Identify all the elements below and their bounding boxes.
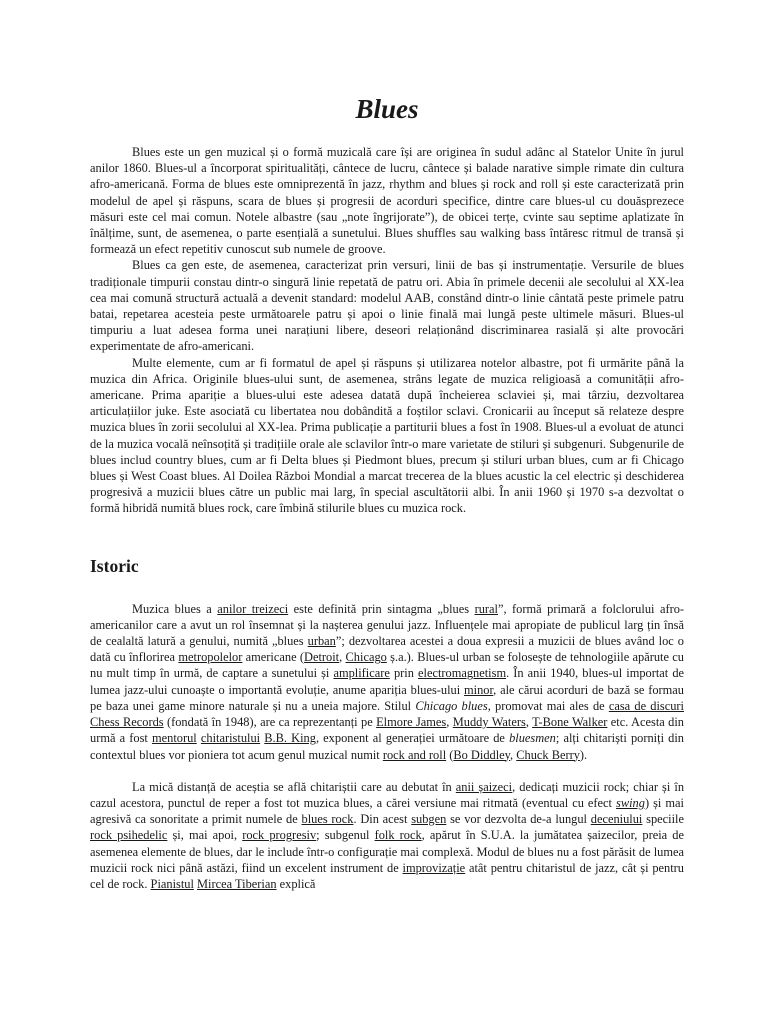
text: este definită prin sintagma „blues — [288, 601, 475, 616]
istoric-paragraph-1 — [90, 601, 684, 763]
link-pianistul[interactable]: Pianistul — [150, 876, 194, 891]
text: și, mai apoi, — [167, 828, 243, 843]
text: explică — [276, 876, 316, 891]
document-page — [90, 92, 684, 892]
link-detroit[interactable]: Detroit — [304, 650, 340, 665]
text: speciile — [642, 812, 684, 827]
link-deceniului[interactable]: deceniului — [590, 812, 643, 827]
text: , apărut în S.U.A. la jumătatea șaizecilor, preia de asemenea elemente de blues, dar le include într-o configurație mai complexă. Modul de blues nu a fost părăsit de lumea muzicii rock nici până astăzi, fiind un excelent instrument de — [90, 828, 684, 875]
text: Muzica blues a — [132, 601, 218, 616]
link-elmore-james[interactable]: Elmore James — [376, 715, 447, 730]
text: etc. Acesta din urmă a fost — [90, 715, 684, 746]
text: ) și mai agresivă ca sonoritate a primit numele de — [90, 795, 684, 827]
istoric-paragraph-2 — [90, 779, 684, 892]
link-muddy-waters[interactable]: Muddy Waters — [452, 715, 526, 730]
link-metropolelor[interactable]: metropolelor — [178, 650, 243, 665]
text: americane ( — [242, 650, 305, 665]
link-anilor-treizeci[interactable]: anilor treizeci — [217, 601, 289, 616]
link-rural[interactable]: rural — [474, 601, 498, 616]
italic-chicago-blues: Chicago blues — [415, 698, 488, 713]
link-subgen[interactable]: subgen — [411, 812, 447, 827]
link-urban[interactable]: urban — [307, 634, 336, 649]
text: , ale cărui acorduri de bază se formau pe baza unei game minore naturale și nu a uneia majore. Stilul — [90, 682, 684, 713]
link-chess-records[interactable]: Chess Records — [90, 715, 164, 730]
text: . Din acest — [353, 812, 412, 827]
text: , — [510, 747, 517, 762]
link-rock-psihedelic[interactable]: rock psihedelic — [90, 828, 168, 843]
link-rock-and-roll[interactable]: rock and roll — [382, 747, 447, 762]
link-casa-de-discuri[interactable]: casa de discuri — [608, 698, 684, 713]
text: , dedicați muzicii rock; chiar și în cazul acestora, punctul de reper a fost tot muzica blues, a cărei versiune mai ritmată (eventual cu efect — [90, 779, 685, 810]
link-anii-saizeci[interactable]: anii șaizeci — [455, 779, 513, 794]
italic-bluesmen: bluesmen — [509, 731, 556, 746]
link-mircea-tiberian[interactable]: Mircea Tiberian — [197, 876, 277, 891]
text: La mică distanță de aceștia se află chitariștii care au debutat în — [132, 779, 456, 794]
text: ( — [446, 747, 454, 762]
text: , promovat mai ales de — [487, 698, 609, 713]
link-bb-king[interactable]: B.B. King — [264, 731, 316, 746]
intro-paragraph-1: Blues este un gen muzical și o formă muzicală care își are originea în sudul adânc al Statelor Unite în jurul anilor 1860. Blues-ul a încorporat spiritualități, cântece de lucru, cântece și balade narative simple rimate din cultura afro-americană. Forma de blues este omniprezentă în jazz, rhythm and blues și rock and roll și este caracterizată prin modelul de apel și răspuns, scara de blues și progresii de acorduri specifice, dintre care blues-ul cu douăsprezece măsuri este cel mai comun. Notele albastre (sau „note îngrijorate”), de obicei terțe, cvinte sau septime aplatizate în înălțime, sunt, de asemenea, o parte esențială a sunetului. Blues shuffles sau walking bass întăresc ritmul de transă și formează un efect repetitiv cunoscut sub numele de groove. — [90, 145, 684, 257]
text: . În anii 1940, blues-ul importat de lumea jazz-ului cunoaște o importantă evoluție, anume apariția blues-ului — [90, 666, 685, 697]
text: ). — [579, 747, 588, 762]
text: , — [446, 715, 453, 730]
section-heading-istoric: Istoric — [90, 555, 139, 576]
text: (fondată în 1948), are ca reprezentanți pe — [163, 715, 377, 730]
link-swing[interactable]: swing — [616, 795, 645, 810]
text: atât pentru chitaristul de jazz, cât și pentru cel de rock. — [90, 860, 684, 891]
link-improvizatie[interactable]: improvizație — [402, 860, 466, 875]
link-chitaristului[interactable]: chitaristului — [200, 731, 261, 746]
link-blues-rock[interactable]: blues rock — [301, 812, 354, 827]
link-chicago[interactable]: Chicago — [345, 650, 387, 665]
text: ; subgenul — [316, 828, 375, 843]
text: ș.a.). Blues-ul urban se folosește de tehnologiile apărute cu nu mult timp în urmă, de captare a sunetului și — [90, 650, 684, 681]
text: se vor dezvolta de-a lungul — [446, 812, 591, 827]
link-t-bone-walker[interactable]: T-Bone Walker — [532, 715, 608, 730]
text: ”; dezvoltarea acestei a doua expresii a muzicii de blues având loc o dată cu înflorirea — [90, 634, 684, 665]
link-mentorul[interactable]: mentorul — [152, 731, 197, 746]
link-minor[interactable]: minor — [464, 682, 494, 697]
text: , exponent al generației următoare de — [315, 731, 510, 746]
text: , — [525, 715, 533, 730]
text: ; alți chitariști porniți din contextul blues vor pioniera tot acum genul muzical numit — [90, 731, 684, 762]
intro-paragraph-3: Multe elemente, cum ar fi formatul de apel și răspuns și utilizarea notelor albastre, pot fi urmărite până la muzica din Africa. Originile blues-ului sunt, de asemenea, strâns legate de muzica religioasă a comunității afro-americane. Prima apariție a blues-ului este adesea datată după încheierea sclaviei și, mai târziu, dezvoltarea articulațiilor juke. Este asociată cu libertatea nou dobândită a foștilor sclavi. Cronicarii au început să relateze despre muzica blues în zorii secolului al XX-lea. Prima publicație a partiturii blues a fost în 1908. Blues-ul a evoluat de atunci de la muzica vocală neînsoțită și tradițiile orale ale sclavilor într-o mare varietate de stiluri și subgenuri. Subgenurile de blues includ country blues, cum ar fi Delta blues și Piedmont blues, precum și stiluri urban blues, cum ar fi Chicago blues și West Coast blues. Al Doilea Război Mondial a marcat trecerea de la blues acustic la cel electric și deschiderea progresivă a muzicii blues către un public mai larg, în special ascultătorii albi. În anii 1960 și 1970 s-a dezvoltat o formă hibridă numită blues rock, care îmbină stilurile blues cu muzica rock. — [90, 355, 684, 516]
text: ”, formă primară a folclorului afro-americanilor care a avut un rol însemnat și la nașterea genului jazz. Influențele mai apropiate de publicul larg țin însă de cealaltă latură a genului, numită „blues — [90, 601, 685, 649]
link-bo-diddley[interactable]: Bo Diddley — [453, 747, 511, 762]
link-folk-rock[interactable]: folk rock — [374, 828, 422, 843]
text: prin — [389, 666, 418, 681]
intro-paragraph-2: Blues ca gen este, de asemenea, caracterizat prin versuri, linii de bas și instrumentație. Versurile de blues tradiționale timpurii constau dintr-o singură linie repetată de patru ori. Abia în primele decenii ale secolului al XX-lea cea mai comună structură actuală a devenit standard: modelul AAB, constând dintr-o linie cântată peste primele patru batai, repetarea acesteia peste următoarele patru și apoi o linie finală mai lungă peste ultimele măsuri. Blues-ul timpuriu a luat adesea forma unei narațiuni libere, deseori relaționând discriminarea rasială și alte provocări experimentate de afro-americani. — [90, 258, 684, 354]
link-electromagnetism[interactable]: electromagnetism — [418, 666, 507, 681]
text: , — [339, 650, 346, 665]
link-amplificare[interactable]: amplificare — [333, 666, 390, 681]
link-chuck-berry[interactable]: Chuck Berry — [516, 747, 580, 762]
link-rock-progresiv[interactable]: rock progresiv — [242, 828, 317, 843]
page-title: Blues — [355, 94, 419, 124]
